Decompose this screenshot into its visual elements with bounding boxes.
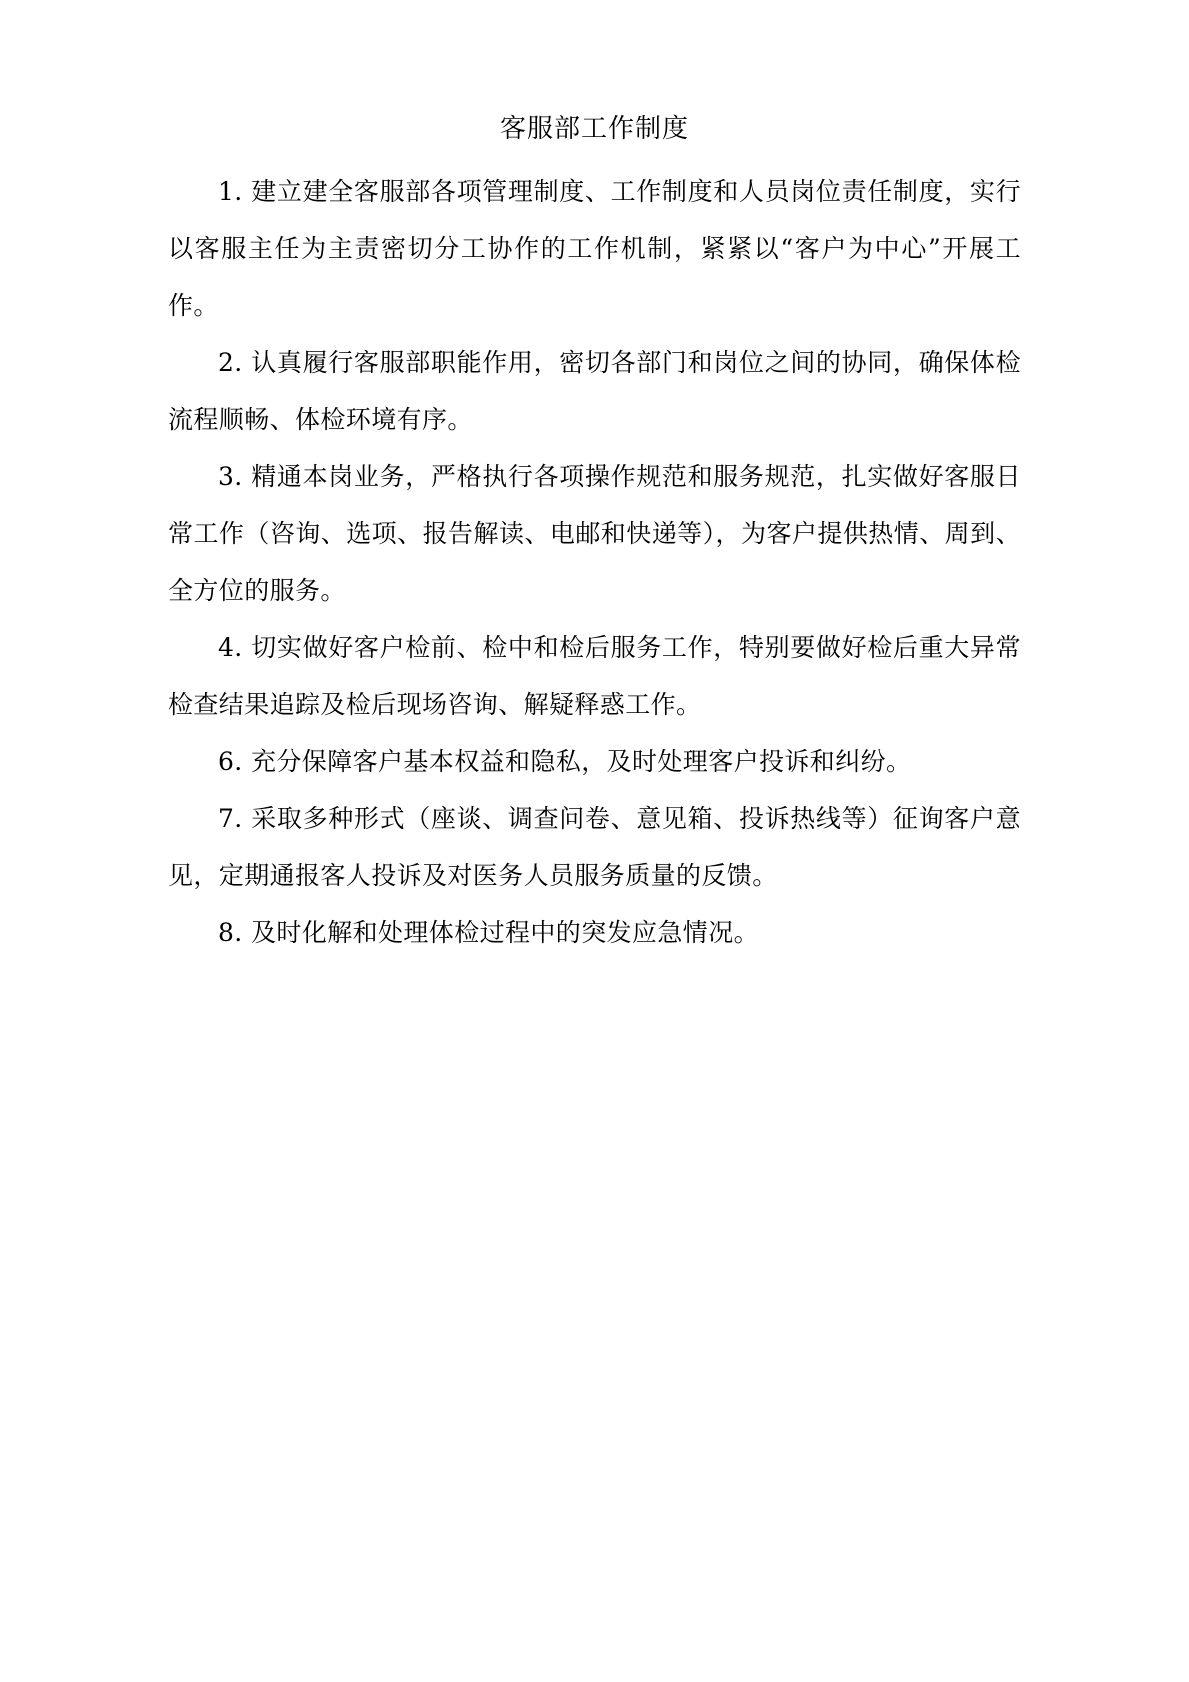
paragraph: 1. 建立建全客服部各项管理制度、工作制度和人员岗位责任制度，实行以客服主任为主责密切分工协作的工作机制，紧紧以“客户为中心”开展工作。 bbox=[168, 177, 1021, 320]
paragraph: 4. 切实做好客户检前、检中和检后服务工作，特别要做好检后重大异常检查结果追踪及检后现场咨询、解疑释惑工作。 bbox=[168, 633, 1021, 719]
paragraph: 7. 采取多种形式（座谈、调查问卷、意见箱、投诉热线等）征询客户意见，定期通报客人投诉及对医务人员服务质量的反馈。 bbox=[168, 804, 1021, 890]
paragraph: 2. 认真履行客服部职能作用，密切各部门和岗位之间的协同，确保体检流程顺畅、体检环境有序。 bbox=[168, 348, 1021, 434]
page-title: 客服部工作制度 bbox=[499, 114, 689, 144]
paragraph: 6. 充分保障客户基本权益和隐私，及时处理客户投诉和纠纷。 bbox=[218, 747, 912, 776]
document-body bbox=[168, 163, 1021, 961]
paragraph: 8. 及时化解和处理体检过程中的突发应急情况。 bbox=[218, 918, 760, 947]
paragraph: 3. 精通本岗业务，严格执行各项操作规范和服务规范，扎实做好客服日常工作（咨询、选项、报告解读、电邮和快递等），为客户提供热情、周到、全方位的服务。 bbox=[168, 462, 1021, 605]
